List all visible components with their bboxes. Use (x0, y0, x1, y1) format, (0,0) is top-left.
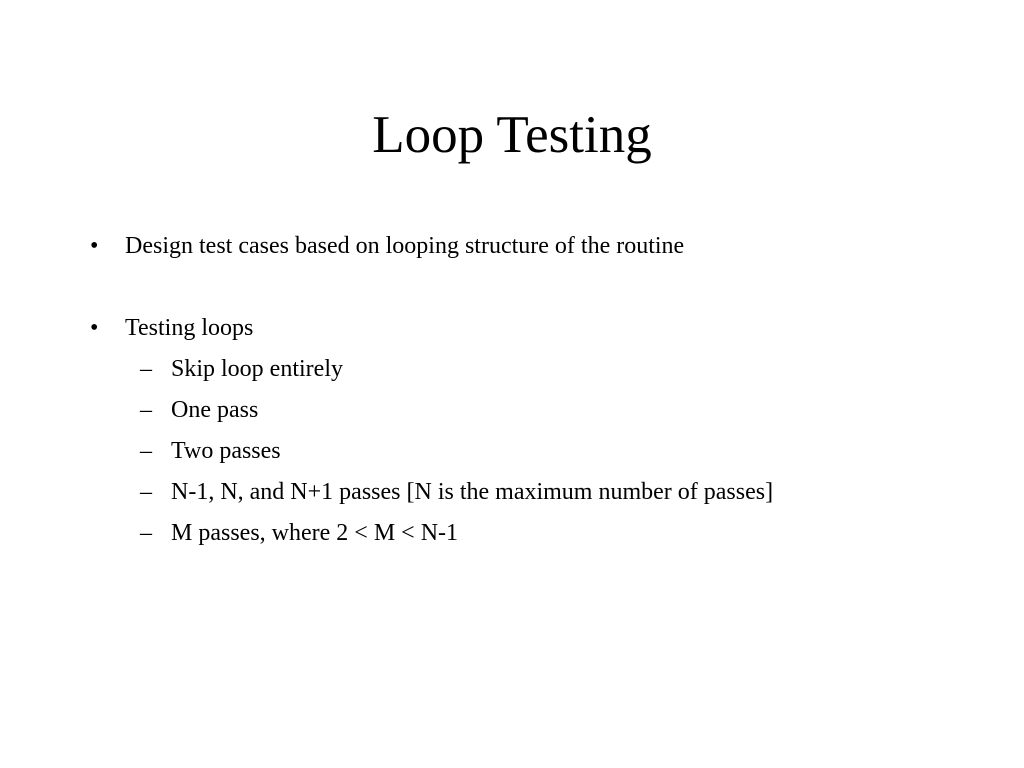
sub-item-text: M passes, where 2 < M < N-1 (171, 520, 459, 546)
sub-item (140, 395, 258, 425)
bullet-item (90, 313, 253, 343)
sub-item (140, 436, 281, 466)
dash-marker: – (140, 356, 152, 382)
bullet-marker: • (90, 233, 99, 259)
dash-marker: – (140, 397, 152, 423)
dash-marker: – (140, 479, 152, 505)
sub-item-text: N-1, N, and N+1 passes [N is the maximum number of passes] (171, 479, 774, 505)
bullet-marker: • (90, 315, 99, 341)
sub-item-text: Skip loop entirely (171, 356, 343, 382)
sub-item (140, 354, 343, 384)
dash-marker: – (140, 438, 152, 464)
sub-item (140, 518, 458, 548)
sub-item-text: Two passes (171, 438, 281, 464)
sub-item (140, 477, 773, 507)
sub-item-text: One pass (171, 397, 259, 423)
dash-marker: – (140, 520, 152, 546)
bullet-text: Design test cases based on looping structure of the routine (125, 233, 685, 259)
bullet-item (90, 231, 684, 261)
bullet-text: Testing loops (125, 315, 254, 341)
slide-title: Loop Testing (372, 106, 652, 164)
